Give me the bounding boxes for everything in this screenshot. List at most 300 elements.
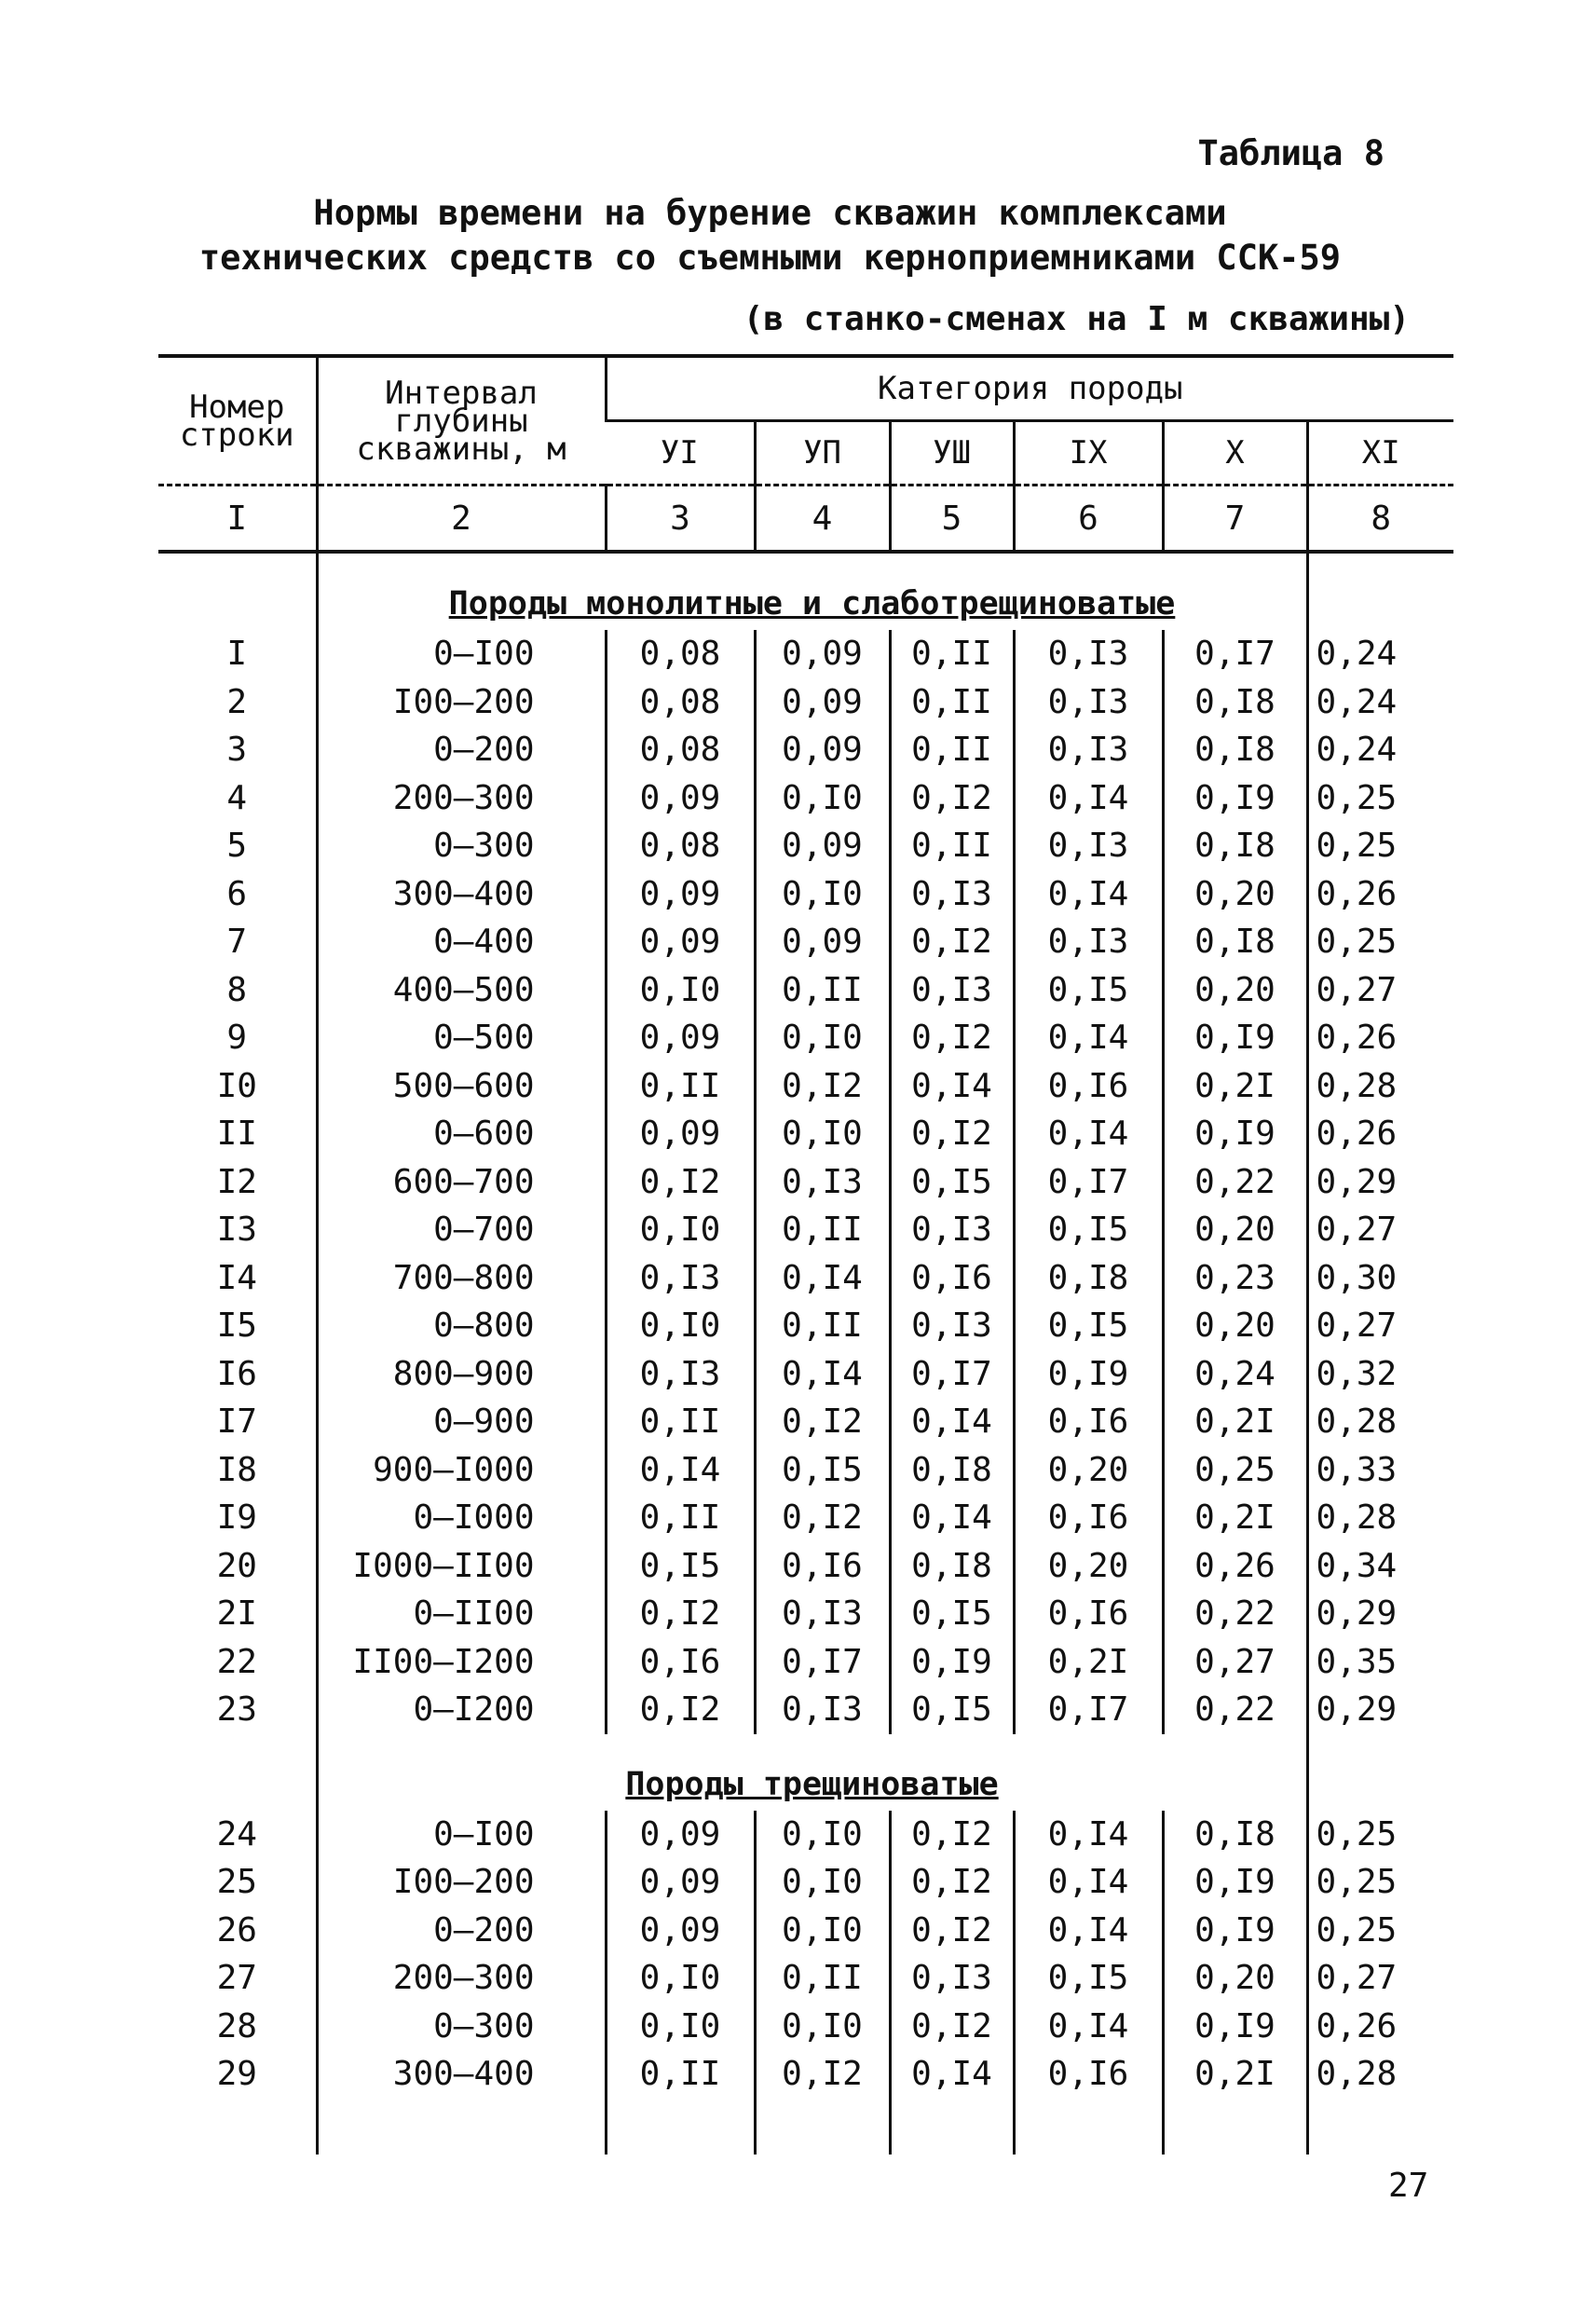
time-norm-value: 0,32 (1307, 1350, 1453, 1399)
time-norm-value: 0,I2 (890, 1811, 1014, 1859)
table-row (158, 822, 1453, 870)
time-norm-value: 0,I3 (890, 870, 1014, 919)
depth-interval: 0–400 (317, 918, 606, 966)
section-spacer (158, 1734, 317, 1811)
time-norm-value: 0,I5 (1014, 1954, 1163, 2003)
time-norm-value: 0,28 (1307, 2050, 1453, 2099)
depth-interval: 300–400 (317, 870, 606, 919)
time-norm-value: 0,I4 (1014, 774, 1163, 823)
table-row (158, 2003, 1453, 2051)
table-row (158, 966, 1453, 1015)
table-row (158, 1858, 1453, 1907)
time-norm-value: 0,I9 (1163, 2003, 1307, 2051)
time-norm-value: 0,I9 (1163, 1014, 1307, 1062)
time-norm-value: 0,I4 (755, 1350, 890, 1399)
time-norm-value: 0,08 (606, 822, 755, 870)
time-norm-value: 0,I0 (755, 1858, 890, 1907)
table-row (158, 1811, 1453, 1859)
time-norm-value: 0,II (755, 1954, 890, 2003)
row-number: II (216, 1115, 257, 1154)
time-norm-value: 0,I2 (890, 1907, 1014, 1955)
table-row (158, 1062, 1453, 1111)
time-norm-value: 0,I0 (606, 966, 755, 1015)
depth-interval: 0–800 (317, 1302, 606, 1350)
time-norm-value: 0,I3 (755, 1686, 890, 1734)
time-norm-value: 0,09 (606, 1110, 755, 1158)
row-number: 20 (216, 1546, 257, 1585)
time-norm-value: 0,I7 (1014, 1158, 1163, 1207)
time-norm-value: 0,I2 (606, 1158, 755, 1207)
header-row-number: Номер строки (179, 388, 294, 454)
time-norm-value: 0,I2 (890, 1014, 1014, 1062)
depth-interval: 500–600 (317, 1062, 606, 1111)
table-label: Таблица 8 (1197, 133, 1385, 173)
time-norm-value: 0,25 (1307, 822, 1453, 870)
table-row (158, 1014, 1453, 1062)
time-norm-value: 0,I2 (606, 1686, 755, 1734)
header-category-8: УШ (890, 421, 1014, 486)
time-norm-value: 0,29 (1307, 1590, 1453, 1638)
time-norm-value: 0,I0 (755, 870, 890, 919)
time-norm-value: 0,I4 (890, 1398, 1014, 1446)
table-tail-cell (1014, 2099, 1163, 2155)
time-norm-value: 0,27 (1307, 1206, 1453, 1254)
time-norm-value: 0,29 (1307, 1686, 1453, 1734)
time-norm-value: 0,I6 (1014, 1398, 1163, 1446)
time-norm-value: 0,28 (1307, 1398, 1453, 1446)
row-number: 4 (226, 778, 248, 817)
row-number: 9 (226, 1019, 248, 1058)
row-number: 6 (226, 874, 248, 913)
table-row (158, 1446, 1453, 1495)
time-norm-value: 0,I5 (1014, 1206, 1163, 1254)
time-norm-value: 0,22 (1163, 1590, 1307, 1638)
time-norm-value: 0,I0 (755, 774, 890, 823)
table-row (158, 918, 1453, 966)
depth-interval: 0–300 (317, 2003, 606, 2051)
time-norm-value: 0,I9 (1163, 1907, 1307, 1955)
time-norm-value: 0,09 (755, 918, 890, 966)
table-row (158, 630, 1453, 678)
depth-interval: 900–I000 (317, 1446, 606, 1495)
depth-interval: 0–600 (317, 1110, 606, 1158)
column-numbers-row (158, 486, 1453, 553)
time-norm-value: 0,I8 (1163, 678, 1307, 727)
time-norm-value: 0,I4 (1014, 1110, 1163, 1158)
time-norm-value: 0,I3 (606, 1254, 755, 1303)
time-norm-value: 0,I9 (890, 1638, 1014, 1687)
time-norm-value: 0,I3 (606, 1350, 755, 1399)
time-norm-value: 0,II (890, 630, 1014, 678)
table-row (158, 1542, 1453, 1591)
time-norm-value: 0,26 (1307, 870, 1453, 919)
time-norm-value: 0,I2 (890, 2003, 1014, 2051)
table-body (158, 552, 1453, 2155)
column-number: I (158, 486, 317, 553)
time-norm-value: 0,27 (1307, 1954, 1453, 2003)
header-category-11: XI (1307, 421, 1453, 486)
time-norm-value: 0,09 (606, 1811, 755, 1859)
time-norm-value: 0,I0 (606, 1302, 755, 1350)
row-number: I4 (216, 1258, 257, 1297)
table-row (158, 774, 1453, 823)
time-norm-value: 0,30 (1307, 1254, 1453, 1303)
depth-interval: I00–200 (317, 1858, 606, 1907)
row-number: I8 (216, 1450, 257, 1489)
depth-interval: 0–200 (317, 726, 606, 774)
row-number: 8 (226, 970, 248, 1009)
header-category-10: X (1163, 421, 1307, 486)
time-norm-value: 0,I3 (1014, 918, 1163, 966)
time-norm-value: 0,20 (1014, 1542, 1163, 1591)
time-norm-value: 0,2I (1163, 1062, 1307, 1111)
row-number: I7 (216, 1402, 257, 1442)
row-number: 22 (216, 1642, 257, 1681)
table-tail-cell (890, 2099, 1014, 2155)
time-norm-value: 0,I2 (755, 1494, 890, 1542)
time-norm-value: 0,I3 (1014, 822, 1163, 870)
header-rock-category: Категория породы (606, 356, 1453, 421)
time-norm-value: 0,II (606, 1398, 755, 1446)
time-norm-value: 0,I5 (890, 1590, 1014, 1638)
time-norm-value: 0,09 (606, 774, 755, 823)
header-category-7: УП (755, 421, 890, 486)
time-norm-value: 0,23 (1163, 1254, 1307, 1303)
time-norm-value: 0,I0 (755, 1811, 890, 1859)
time-norm-value: 0,I0 (606, 1954, 755, 2003)
time-norm-value: 0,I4 (1014, 1811, 1163, 1859)
time-norm-value: 0,I7 (1014, 1686, 1163, 1734)
time-norm-value: 0,I4 (755, 1254, 890, 1303)
column-number: 6 (1014, 486, 1163, 553)
depth-interval: 600–700 (317, 1158, 606, 1207)
time-norm-value: 0,I5 (1014, 966, 1163, 1015)
time-norm-value: 0,26 (1163, 1542, 1307, 1591)
table-row (158, 1110, 1453, 1158)
row-number: 2 (226, 682, 248, 721)
depth-interval: 700–800 (317, 1254, 606, 1303)
column-number: 3 (606, 486, 755, 553)
row-number: 27 (216, 1959, 257, 1998)
time-norm-value: 0,I6 (606, 1638, 755, 1687)
time-norm-value: 0,28 (1307, 1494, 1453, 1542)
depth-interval: 400–500 (317, 966, 606, 1015)
time-norm-value: 0,I8 (1163, 1811, 1307, 1859)
time-norm-value: 0,09 (606, 1014, 755, 1062)
time-norm-value: 0,I3 (755, 1590, 890, 1638)
depth-interval: 0–I000 (317, 1494, 606, 1542)
time-norm-value: 0,I3 (1014, 678, 1163, 727)
time-norm-value: 0,I4 (1014, 2003, 1163, 2051)
time-norm-value: 0,24 (1307, 630, 1453, 678)
time-norm-value: 0,II (606, 1494, 755, 1542)
time-norm-value: 0,I8 (890, 1446, 1014, 1495)
time-norm-value: 0,I6 (1014, 1494, 1163, 1542)
row-number: I (226, 635, 248, 674)
table-row (158, 1206, 1453, 1254)
time-norm-value: 0,I9 (1014, 1350, 1163, 1399)
time-norm-value: 0,I7 (890, 1350, 1014, 1399)
row-number: I6 (216, 1354, 257, 1393)
time-norm-value: 0,I6 (755, 1542, 890, 1591)
time-norm-value: 0,08 (606, 726, 755, 774)
time-norm-value: 0,I2 (755, 1398, 890, 1446)
time-norm-value: 0,I2 (890, 1110, 1014, 1158)
time-norm-value: 0,20 (1163, 966, 1307, 1015)
depth-interval: 0–300 (317, 822, 606, 870)
time-norm-value: 0,I7 (1163, 630, 1307, 678)
time-norm-value: 0,I6 (1014, 2050, 1163, 2099)
table-row (158, 1686, 1453, 1734)
depth-interval: 0–II00 (317, 1590, 606, 1638)
table-row (158, 1590, 1453, 1638)
time-norm-value: 0,I2 (890, 918, 1014, 966)
time-norm-value: 0,09 (606, 1907, 755, 1955)
time-norm-value: 0,I3 (890, 1302, 1014, 1350)
row-number: I0 (216, 1066, 257, 1105)
section-spacer (158, 552, 317, 630)
depth-interval: 300–400 (317, 2050, 606, 2099)
time-norm-value: 0,2I (1014, 1638, 1163, 1687)
time-norm-value: 0,II (890, 822, 1014, 870)
time-norm-value: 0,25 (1307, 774, 1453, 823)
time-norm-value: 0,25 (1307, 1907, 1453, 1955)
table-title-line-1: Нормы времени на бурение скважин комплексами (313, 193, 1227, 233)
time-norm-value: 0,I2 (755, 2050, 890, 2099)
time-norm-value: 0,20 (1163, 1954, 1307, 2003)
time-norm-value: 0,20 (1014, 1446, 1163, 1495)
time-norm-value: 0,2I (1163, 1494, 1307, 1542)
time-norm-value: 0,25 (1307, 1811, 1453, 1859)
time-norm-value: 0,29 (1307, 1158, 1453, 1207)
section-spacer (1307, 552, 1453, 630)
row-number: 29 (216, 2055, 257, 2094)
table-tail-cell (755, 2099, 890, 2155)
time-norm-value: 0,26 (1307, 2003, 1453, 2051)
time-norm-value: 0,27 (1163, 1638, 1307, 1687)
table-tail-cell (158, 2099, 317, 2155)
table-tail-row (158, 2099, 1453, 2155)
row-number: 24 (216, 1814, 257, 1854)
time-norm-value: 0,25 (1307, 1858, 1453, 1907)
time-norm-value: 0,I9 (1163, 1110, 1307, 1158)
time-norm-value: 0,I5 (1014, 1302, 1163, 1350)
time-norm-value: 0,24 (1163, 1350, 1307, 1399)
time-norm-value: 0,I4 (1014, 1907, 1163, 1955)
table-row (158, 1954, 1453, 2003)
depth-interval: II00–I200 (317, 1638, 606, 1687)
time-norm-value: 0,I2 (890, 774, 1014, 823)
time-norm-value: 0,I8 (890, 1542, 1014, 1591)
table-row (158, 2050, 1453, 2099)
time-norm-value: 0,I3 (890, 966, 1014, 1015)
time-norm-value: 0,2I (1163, 2050, 1307, 2099)
table-row (158, 1350, 1453, 1399)
row-number: I2 (216, 1162, 257, 1201)
time-norm-value: 0,II (755, 966, 890, 1015)
time-norm-value: 0,II (890, 678, 1014, 727)
time-norm-value: 0,I0 (606, 1206, 755, 1254)
time-norm-value: 0,I6 (1014, 1590, 1163, 1638)
table-tail-cell (606, 2099, 755, 2155)
time-norm-value: 0,I4 (890, 1062, 1014, 1111)
time-norm-value: 0,I4 (1014, 1858, 1163, 1907)
time-norm-value: 0,I5 (890, 1686, 1014, 1734)
table-row (158, 1638, 1453, 1687)
time-norm-value: 0,27 (1307, 1302, 1453, 1350)
time-norm-value: 0,26 (1307, 1014, 1453, 1062)
time-norm-value: 0,I8 (1014, 1254, 1163, 1303)
time-norm-value: 0,27 (1307, 966, 1453, 1015)
section-header-row (158, 552, 1453, 630)
table-row (158, 1398, 1453, 1446)
depth-interval: 0–500 (317, 1014, 606, 1062)
time-norm-value: 0,22 (1163, 1158, 1307, 1207)
norms-table (158, 354, 1453, 2155)
time-norm-value: 0,35 (1307, 1638, 1453, 1687)
time-norm-value: 0,09 (755, 726, 890, 774)
time-norm-value: 0,I2 (755, 1062, 890, 1111)
table-row (158, 1254, 1453, 1303)
row-number: 3 (226, 731, 248, 770)
time-norm-value: 0,I8 (1163, 918, 1307, 966)
column-number: 2 (317, 486, 606, 553)
row-number: 2I (216, 1594, 257, 1634)
depth-interval: 200–300 (317, 1954, 606, 2003)
time-norm-value: 0,24 (1307, 678, 1453, 727)
depth-interval: 0–I00 (317, 630, 606, 678)
section-header-row (158, 1734, 1453, 1811)
table-row (158, 726, 1453, 774)
table-row (158, 1907, 1453, 1955)
time-norm-value: 0,I9 (1163, 774, 1307, 823)
time-norm-value: 0,I4 (606, 1446, 755, 1495)
depth-interval: 800–900 (317, 1350, 606, 1399)
depth-interval: 0–I00 (317, 1811, 606, 1859)
time-norm-value: 0,I5 (890, 1158, 1014, 1207)
time-norm-value: 0,24 (1307, 726, 1453, 774)
time-norm-value: 0,25 (1307, 918, 1453, 966)
time-norm-value: 0,I5 (606, 1542, 755, 1591)
time-norm-value: 0,09 (606, 918, 755, 966)
time-norm-value: 0,II (606, 1062, 755, 1111)
time-norm-value: 0,I4 (890, 2050, 1014, 2099)
section-title-cell (317, 1734, 1307, 1811)
time-norm-value: 0,I4 (1014, 870, 1163, 919)
time-norm-value: 0,08 (606, 678, 755, 727)
row-number: I9 (216, 1498, 257, 1538)
row-number: 28 (216, 2006, 257, 2045)
column-number: 8 (1307, 486, 1453, 553)
depth-interval: I000–II00 (317, 1542, 606, 1591)
table-tail-cell (1307, 2099, 1453, 2155)
table-tail-cell (1163, 2099, 1307, 2155)
time-norm-value: 0,22 (1163, 1686, 1307, 1734)
section-title-cell (317, 552, 1307, 630)
time-norm-value: 0,20 (1163, 1206, 1307, 1254)
row-number: 5 (226, 827, 248, 866)
time-norm-value: 0,26 (1307, 1110, 1453, 1158)
time-norm-value: 0,I4 (1014, 1014, 1163, 1062)
time-norm-value: 0,34 (1307, 1542, 1453, 1591)
header-category-9: IX (1014, 421, 1163, 486)
depth-interval: 0–900 (317, 1398, 606, 1446)
row-number: 26 (216, 1910, 257, 1949)
time-norm-value: 0,I3 (1014, 630, 1163, 678)
section-title: Породы монолитные и слаботрещиноватые (448, 585, 1176, 622)
time-norm-value: 0,09 (606, 870, 755, 919)
time-norm-value: 0,I7 (755, 1638, 890, 1687)
units-note: (в станко-сменах на I м скважины) (743, 300, 1410, 338)
time-norm-value: 0,I0 (755, 1014, 890, 1062)
time-norm-value: 0,20 (1163, 1302, 1307, 1350)
row-number: I5 (216, 1306, 257, 1346)
row-number: I3 (216, 1211, 257, 1250)
time-norm-value: 0,I2 (890, 1858, 1014, 1907)
time-norm-value: 0,08 (606, 630, 755, 678)
table-title-line-2: технических средств со съемными керноприемниками ССК-59 (198, 238, 1342, 278)
time-norm-value: 0,25 (1163, 1446, 1307, 1495)
table-row (158, 870, 1453, 919)
time-norm-value: 0,I2 (606, 1590, 755, 1638)
table-row (158, 678, 1453, 727)
time-norm-value: 0,I6 (890, 1254, 1014, 1303)
depth-interval: 200–300 (317, 774, 606, 823)
time-norm-value: 0,28 (1307, 1062, 1453, 1111)
page-number: 27 (1388, 2167, 1429, 2205)
time-norm-value: 0,I0 (755, 1110, 890, 1158)
time-norm-value: 0,II (755, 1302, 890, 1350)
time-norm-value: 0,I3 (755, 1158, 890, 1207)
time-norm-value: 0,I0 (755, 2003, 890, 2051)
header-interval: Интервал глубины скважины, м (317, 356, 606, 486)
time-norm-value: 0,I3 (890, 1954, 1014, 2003)
depth-interval: I00–200 (317, 678, 606, 727)
header-category-6: УI (606, 421, 755, 486)
time-norm-value: 0,I3 (890, 1206, 1014, 1254)
time-norm-value: 0,09 (755, 822, 890, 870)
time-norm-value: 0,II (890, 726, 1014, 774)
table-tail-cell (317, 2099, 606, 2155)
time-norm-value: 0,2I (1163, 1398, 1307, 1446)
depth-interval: 0–700 (317, 1206, 606, 1254)
time-norm-value: 0,I3 (1014, 726, 1163, 774)
section-title: Породы трещиноватые (625, 1765, 999, 1803)
time-norm-value: 0,I0 (606, 2003, 755, 2051)
time-norm-value: 0,I6 (1014, 1062, 1163, 1111)
depth-interval: 0–I200 (317, 1686, 606, 1734)
time-norm-value: 0,I8 (1163, 726, 1307, 774)
column-number: 5 (890, 486, 1014, 553)
time-norm-value: 0,I9 (1163, 1858, 1307, 1907)
time-norm-value: 0,I5 (755, 1446, 890, 1495)
table-row (158, 1302, 1453, 1350)
time-norm-value: 0,II (606, 2050, 755, 2099)
column-number: 7 (1163, 486, 1307, 553)
time-norm-value: 0,09 (606, 1858, 755, 1907)
time-norm-value: 0,33 (1307, 1446, 1453, 1495)
time-norm-value: 0,I0 (755, 1907, 890, 1955)
time-norm-value: 0,I8 (1163, 822, 1307, 870)
row-number: 25 (216, 1863, 257, 1902)
time-norm-value: 0,09 (755, 678, 890, 727)
row-number: 23 (216, 1690, 257, 1730)
table-row (158, 1158, 1453, 1207)
column-number: 4 (755, 486, 890, 553)
time-norm-value: 0,20 (1163, 870, 1307, 919)
time-norm-value: 0,II (755, 1206, 890, 1254)
section-spacer (1307, 1734, 1453, 1811)
